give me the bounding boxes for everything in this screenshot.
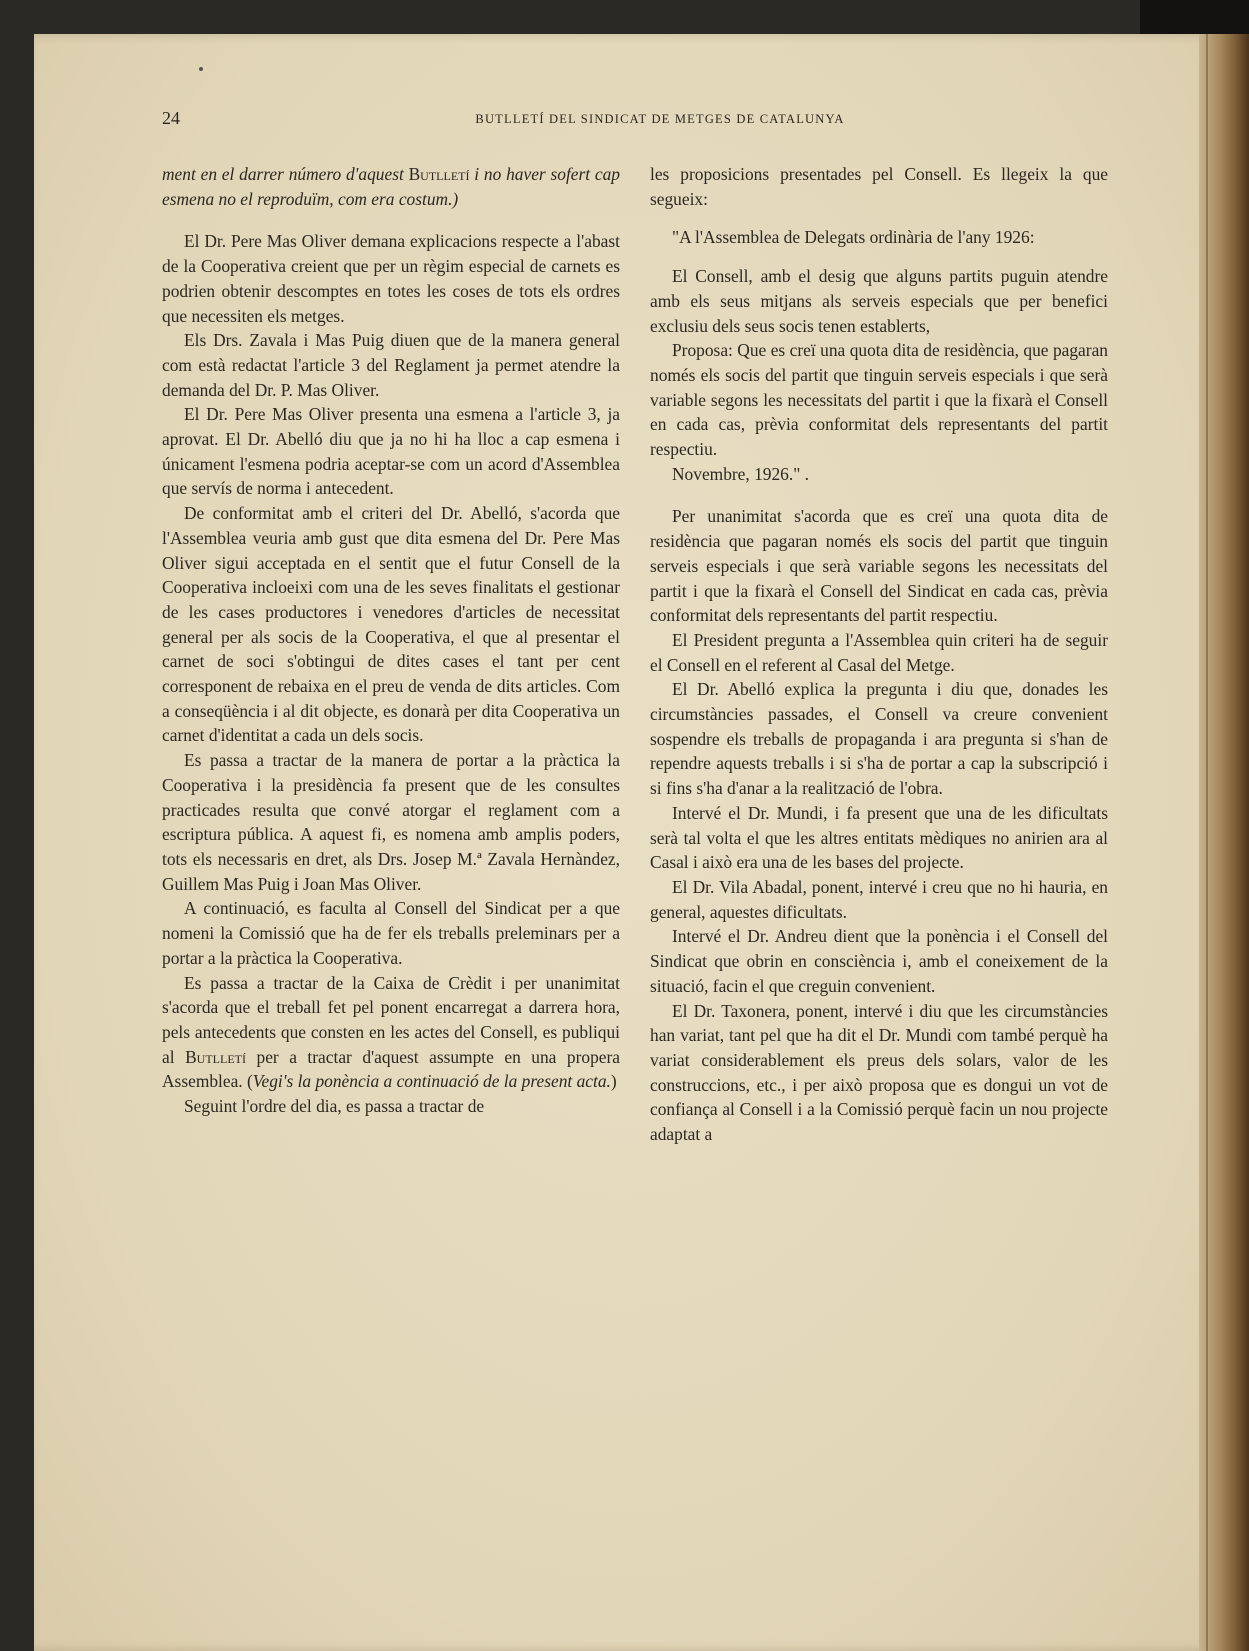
paragraph: Per unanimitat s'acorda que es creï una quota dita de residència que pagaran només els socis del partit que tinguin serveis especials i que serà variable segons les necessitats del partit i que la fixarà el Consell del Sindicat en cada cas, prèvia conformitat dels representants del partit respectiu. (650, 506, 1108, 626)
paragraph (162, 971, 620, 1095)
paragraph: El Dr. Pere Mas Oliver demana explicacions respecte a l'abast de la Cooperativa creient que per un règim especial de carnets es podrien obtenir descomptes en totes les coses de tots els ordres que necessiten els metges. (162, 231, 620, 326)
text: Es passa a tractar de la Caixa de Crèdit i per unanimitat s'acorda que el treball fet pel ponent encarregat a darrera hora, pels antecedents que consten en les actes del Consell, es publiqui al (162, 972, 620, 1067)
paragraph: Es passa a tractar de la manera de portar a la pràctica la Cooperativa i la presidència fa present que de les consultes practicades resulta que convé atorgar el reglament com a escriptura pública. A aquest fi, es nomena amb amplis poders, tots els necessaris en dret, als Drs. Josep M.ª Zavala Hernàndez, Guillem Mas Puig i Joan Mas Oliver. (162, 750, 620, 894)
paragraph: Els Drs. Zavala i Mas Puig diuen que de la manera general com està redactat l'article 3 del Reglament ja permet atendre la demanda del Dr. P. Mas Oliver. (162, 330, 620, 400)
ink-speck (199, 67, 203, 71)
paragraph: Proposa: Que es creï una quota dita de residència, que pagaran només els socis del partit que tinguin serveis especials i que serà variable segons les necessitats del partit i que la fixarà el Consell en cada cas, prèvia conformitat dels representants del partit respectiu. (650, 340, 1108, 460)
paragraph: El President pregunta a l'Assemblea quin criteri ha de seguir el Consell en el referent al Casal del Metge. (650, 629, 1108, 675)
paragraph: El Consell, amb el desig que alguns partits puguin atendre amb els seus mitjans als serveis especials que per benefici exclusiu dels seus socis tenen establerts, (650, 266, 1108, 336)
paragraph: El Dr. Taxonera, ponent, intervé i diu que les circumstàncies han variat, tant pel que ha dit el Dr. Mundi com també perquè ha variat considerablement els preus dels solars, valor de les construccions, etc., i per això proposa que es dongui un vot de confiança al Consell i a la Comissió perquè facin un nou projecte adaptat a (650, 1000, 1108, 1145)
paragraph: Intervé el Dr. Andreu dient que la ponència i el Consell del Sindicat que obrin en consciència i, amb el coneixement de la situació, facin el que creguin convenient. (650, 926, 1108, 996)
page-number: 24 (162, 108, 180, 128)
paragraph: les proposicions presentades pel Consell. Es llegeix la que segueix: (650, 164, 1108, 209)
right-column (650, 162, 1108, 1147)
paragraph: "A l'Assemblea de Delegats ordinària de l'any 1926: (672, 227, 1035, 248)
paragraph: Intervé el Dr. Mundi, i fa present que una de les dificultats serà tal volta el que les altres entitats mèdiques no anirien ara al Casal i això era una de les bases del projecte. (650, 802, 1108, 873)
paragraph: Novembre, 1926." . (672, 463, 810, 484)
text-italic: ment en el darrer número d'aquest (162, 164, 409, 184)
text: ) (610, 1071, 617, 1092)
paragraph (162, 162, 620, 211)
page-edge-line (1206, 34, 1208, 1651)
paragraph: El Dr. Vila Abadal, ponent, intervé i creu que no hi hauria, en general, aquestes dificultats. (650, 876, 1108, 922)
paragraph: El Dr. Pere Mas Oliver presenta una esmena a l'article 3, ja aprovat. El Dr. Abelló diu que ja no hi ha lloc a cap esmena i únicament l'esmena podria aceptar-se com un acord d'Assemblea que servís de norma i antecedent. (162, 404, 620, 499)
text: per a tractar d'aquest assumpte en una propera Assemblea. ( (162, 1046, 620, 1092)
paragraph: Seguint l'ordre del dia, es passa a tractar de (184, 1096, 485, 1117)
paragraph: El Dr. Abelló explica la pregunta i diu que, donades les circumstàncies passades, el Consell va creure convenient sospendre els treballs de propaganda i ara pregunta si s'han de rependre aquests treballs i si s'ha de portar a cap la subscripció i si fins s'ha d'anar a la realització de l'obra. (650, 679, 1108, 799)
left-column (162, 162, 620, 1119)
text-italic: Vegi's la ponència a continuació de la present acta. (252, 1071, 611, 1092)
paragraph: De conformitat amb el criteri del Dr. Abelló, s'acorda que l'Assemblea veuria amb gust que dita esmena del Dr. Pere Mas Oliver sigui acceptada en el sentit que el futur Consell de la Cooperativa incloeixi com una de les seves finalitats el gestionar de les cases productores i venedores d'articles de necessitat general per als socis de la Cooperativa, el que al presentar el carnet de soci s'obtingui de dites cases el tant per cent corresponent de rebaixa en el preu de venda de dits articles. Com a conseqüència i al dit objecte, es donarà per dita Cooperativa un carnet d'identitat a cada un dels socis. (162, 503, 620, 746)
text-small-caps: Butlletí (408, 164, 470, 184)
text-small-caps: Butlletí (185, 1046, 246, 1067)
running-head: BUTLLETÍ DEL SINDICAT DE METGES DE CATALUNYA (475, 112, 845, 126)
paragraph: A continuació, es faculta al Consell del Sindicat per a que nomeni la Comissió que ha de fer els treballs preleminars per a portar a la pràctica la Cooperativa. (162, 898, 620, 968)
text-italic: i no haver sofert cap esmena no el reproduïm, com era costum.) (162, 164, 620, 209)
scan-corner (1140, 0, 1249, 34)
